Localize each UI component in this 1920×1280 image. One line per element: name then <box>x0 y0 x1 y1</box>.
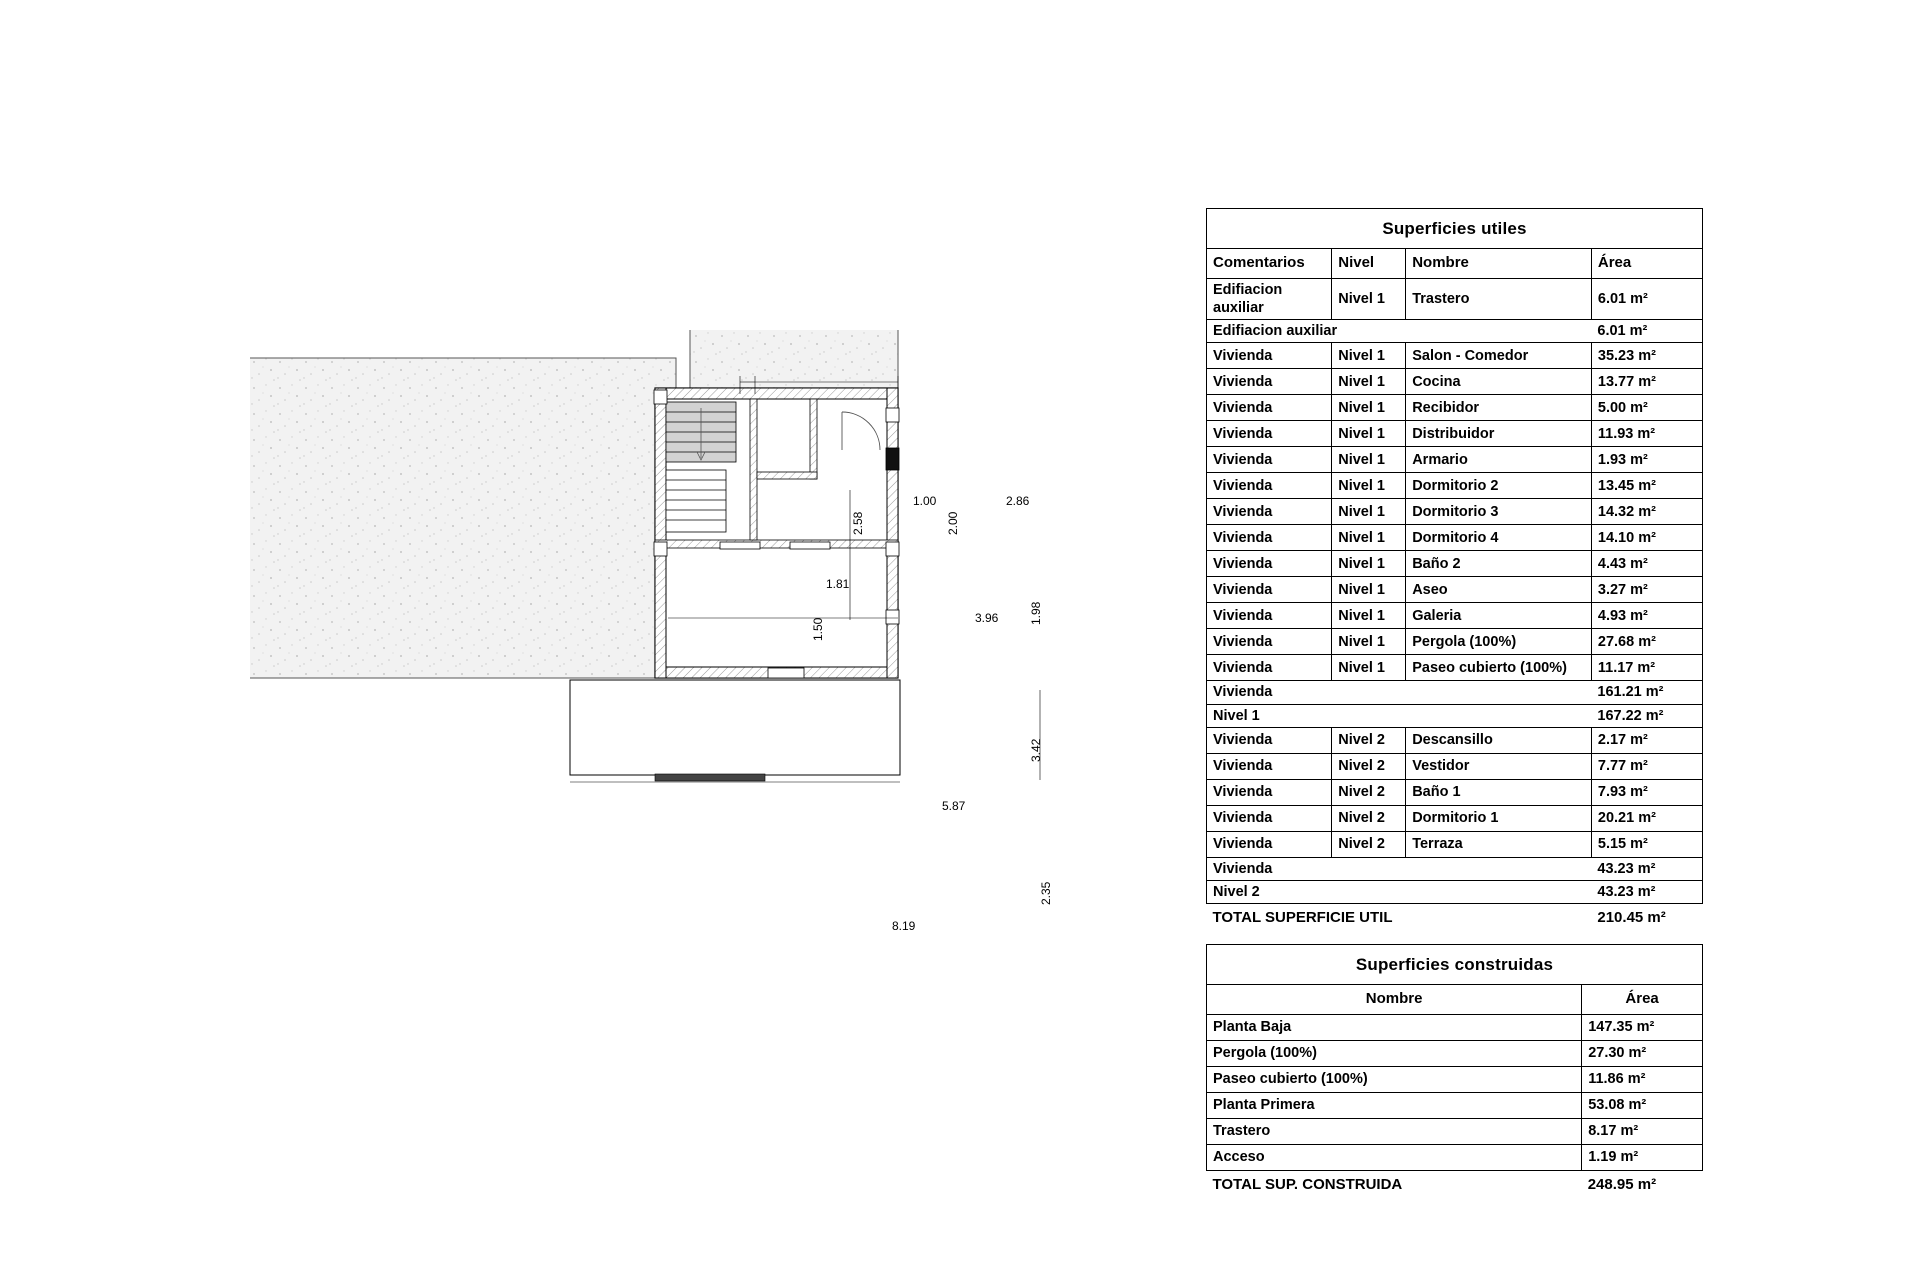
cell-area: 6.01 m² <box>1591 279 1702 320</box>
cell-nombre: Salon - Comedor <box>1406 343 1592 369</box>
grand-total-label: TOTAL SUPERFICIE UTIL <box>1207 903 1592 929</box>
cell-area: 35.23 m² <box>1591 343 1702 369</box>
column-header-area: Área <box>1591 249 1702 279</box>
table-row <box>1207 779 1703 805</box>
table-row <box>1207 421 1703 447</box>
cell-area: 7.77 m² <box>1591 753 1702 779</box>
grand-total-area: 210.45 m² <box>1591 903 1702 929</box>
table-row <box>1207 1119 1703 1145</box>
cell-nivel: Nivel 1 <box>1332 551 1406 577</box>
cell-area: 3.27 m² <box>1591 577 1702 603</box>
subtotal-area: 43.23 m² <box>1591 880 1702 903</box>
table-row <box>1207 395 1703 421</box>
table-subtotal-row <box>1207 681 1703 704</box>
table-row <box>1207 499 1703 525</box>
table-row <box>1207 603 1703 629</box>
column-header-nivel: Nivel <box>1332 249 1406 279</box>
cell-comentarios: Vivienda <box>1207 473 1332 499</box>
table-subtotal-row <box>1207 857 1703 880</box>
cell-nivel: Nivel 1 <box>1332 473 1406 499</box>
cell-area: 11.86 m² <box>1582 1067 1703 1093</box>
cell-nombre: Dormitorio 4 <box>1406 525 1592 551</box>
table-grand-total-row <box>1207 1171 1703 1197</box>
cell-nivel: Nivel 1 <box>1332 655 1406 681</box>
cell-comentarios: Vivienda <box>1207 525 1332 551</box>
cell-nombre: Recibidor <box>1406 395 1592 421</box>
cell-nombre: Acceso <box>1207 1145 1582 1171</box>
cell-nombre: Planta Primera <box>1207 1093 1582 1119</box>
table-subtotal-row <box>1207 320 1703 343</box>
column-header-area: Área <box>1582 985 1703 1015</box>
cell-area: 5.00 m² <box>1591 395 1702 421</box>
subtotal-label: Nivel 2 <box>1207 880 1406 903</box>
table-title: Superficies construidas <box>1207 945 1703 985</box>
cell-nivel: Nivel 2 <box>1332 753 1406 779</box>
table-row <box>1207 1015 1703 1041</box>
cell-area: 2.17 m² <box>1591 727 1702 753</box>
cell-nombre: Paseo cubierto (100%) <box>1406 655 1592 681</box>
cell-nivel: Nivel 2 <box>1332 805 1406 831</box>
cell-nivel: Nivel 1 <box>1332 577 1406 603</box>
table-row <box>1207 655 1703 681</box>
dimension-label: 1.98 <box>1029 601 1043 625</box>
cell-comentarios: Vivienda <box>1207 343 1332 369</box>
table-row <box>1207 551 1703 577</box>
table-row <box>1207 753 1703 779</box>
cell-comentarios: Vivienda <box>1207 421 1332 447</box>
cell-nombre: Vestidor <box>1406 753 1592 779</box>
cell-nombre: Pergola (100%) <box>1207 1041 1582 1067</box>
cell-nivel: Nivel 2 <box>1332 831 1406 857</box>
cell-nivel: Nivel 1 <box>1332 447 1406 473</box>
cell-nivel: Nivel 2 <box>1332 727 1406 753</box>
cell-comentarios: Vivienda <box>1207 577 1332 603</box>
cell-area: 11.93 m² <box>1591 421 1702 447</box>
cell-nombre: Paseo cubierto (100%) <box>1207 1067 1582 1093</box>
cell-nombre: Galeria <box>1406 603 1592 629</box>
subtotal-label: Vivienda <box>1207 857 1406 880</box>
table-row <box>1207 805 1703 831</box>
cell-area: 7.93 m² <box>1591 779 1702 805</box>
subtotal-area: 167.22 m² <box>1591 704 1702 727</box>
cell-comentarios: Vivienda <box>1207 369 1332 395</box>
cell-nombre: Armario <box>1406 447 1592 473</box>
cell-area: 4.93 m² <box>1591 603 1702 629</box>
table-row <box>1207 1041 1703 1067</box>
cell-nombre: Descansillo <box>1406 727 1592 753</box>
cell-nivel: Nivel 1 <box>1332 395 1406 421</box>
table-subtotal-row <box>1207 880 1703 903</box>
floor-plan-svg <box>250 330 1100 970</box>
table-title-row <box>1207 945 1703 985</box>
cell-comentarios: Edifiacion auxiliar <box>1207 279 1332 320</box>
dimension-label: 8.19 <box>892 919 916 933</box>
cell-nombre: Distribuidor <box>1406 421 1592 447</box>
table-row <box>1207 831 1703 857</box>
cell-comentarios: Vivienda <box>1207 805 1332 831</box>
cell-nombre: Dormitorio 2 <box>1406 473 1592 499</box>
cell-comentarios: Vivienda <box>1207 629 1332 655</box>
cell-area: 27.68 m² <box>1591 629 1702 655</box>
superficies-construidas-table <box>1206 944 1703 1197</box>
grand-total-label: TOTAL SUP. CONSTRUIDA <box>1207 1171 1582 1197</box>
cell-comentarios: Vivienda <box>1207 779 1332 805</box>
cell-area: 14.10 m² <box>1591 525 1702 551</box>
cell-nombre: Dormitorio 1 <box>1406 805 1592 831</box>
cell-nivel: Nivel 1 <box>1332 343 1406 369</box>
cell-area: 4.43 m² <box>1591 551 1702 577</box>
cell-area: 147.35 m² <box>1582 1015 1703 1041</box>
cell-nivel: Nivel 1 <box>1332 525 1406 551</box>
dimension-label: 3.42 <box>1029 738 1043 762</box>
cell-nivel: Nivel 1 <box>1332 279 1406 320</box>
cell-nombre: Pergola (100%) <box>1406 629 1592 655</box>
cell-area: 11.17 m² <box>1591 655 1702 681</box>
cell-area: 53.08 m² <box>1582 1093 1703 1119</box>
cell-area: 1.93 m² <box>1591 447 1702 473</box>
subtotal-label: Vivienda <box>1207 681 1406 704</box>
cell-nivel: Nivel 1 <box>1332 421 1406 447</box>
cell-nombre: Terraza <box>1406 831 1592 857</box>
cell-nivel: Nivel 2 <box>1332 779 1406 805</box>
cell-nombre: Aseo <box>1406 577 1592 603</box>
cell-area: 13.77 m² <box>1591 369 1702 395</box>
subtotal-area: 161.21 m² <box>1591 681 1702 704</box>
dimension-label: 2.58 <box>851 511 865 535</box>
subtotal-area: 6.01 m² <box>1591 320 1702 343</box>
table-grand-total-row <box>1207 903 1703 929</box>
cell-area: 8.17 m² <box>1582 1119 1703 1145</box>
cell-nombre: Planta Baja <box>1207 1015 1582 1041</box>
cell-nombre: Baño 2 <box>1406 551 1592 577</box>
table-row <box>1207 447 1703 473</box>
cell-nombre: Trastero <box>1406 279 1592 320</box>
table-row <box>1207 525 1703 551</box>
table-row <box>1207 279 1703 320</box>
cell-area: 1.19 m² <box>1582 1145 1703 1171</box>
dimension-label: 2.86 <box>1006 494 1030 508</box>
cell-nivel: Nivel 1 <box>1332 603 1406 629</box>
cell-nombre: Trastero <box>1207 1119 1582 1145</box>
dimension-label: 5.87 <box>942 799 966 813</box>
cell-area: 5.15 m² <box>1591 831 1702 857</box>
table-row <box>1207 1067 1703 1093</box>
dimension-label: 1.50 <box>811 617 825 641</box>
column-header-comentarios: Comentarios <box>1207 249 1332 279</box>
table-row <box>1207 343 1703 369</box>
column-header-nombre: Nombre <box>1406 249 1592 279</box>
cell-comentarios: Vivienda <box>1207 655 1332 681</box>
table-row <box>1207 369 1703 395</box>
cell-nombre: Dormitorio 3 <box>1406 499 1592 525</box>
cell-comentarios: Vivienda <box>1207 727 1332 753</box>
table-row <box>1207 727 1703 753</box>
cell-nivel: Nivel 1 <box>1332 629 1406 655</box>
table-header-row <box>1207 249 1703 279</box>
table-header-row <box>1207 985 1703 1015</box>
subtotal-label: Edifiacion auxiliar <box>1207 320 1406 343</box>
table-subtotal-row <box>1207 704 1703 727</box>
cell-comentarios: Vivienda <box>1207 447 1332 473</box>
cell-area: 27.30 m² <box>1582 1041 1703 1067</box>
cell-comentarios: Vivienda <box>1207 551 1332 577</box>
cell-comentarios: Vivienda <box>1207 395 1332 421</box>
dimension-label: 1.00 <box>913 494 937 508</box>
table-title-row <box>1207 209 1703 249</box>
cell-area: 13.45 m² <box>1591 473 1702 499</box>
table-row <box>1207 1093 1703 1119</box>
table-title: Superficies utiles <box>1207 209 1703 249</box>
table-row <box>1207 629 1703 655</box>
cell-nombre: Cocina <box>1406 369 1592 395</box>
dimension-label: 1.81 <box>826 577 850 591</box>
floor-plan-drawing <box>250 330 1100 970</box>
table-row <box>1207 577 1703 603</box>
cell-nivel: Nivel 1 <box>1332 499 1406 525</box>
cell-nombre: Baño 1 <box>1406 779 1592 805</box>
table-row <box>1207 473 1703 499</box>
column-header-nombre: Nombre <box>1207 985 1582 1015</box>
superficies-utiles-table <box>1206 208 1703 930</box>
cell-area: 14.32 m² <box>1591 499 1702 525</box>
cell-comentarios: Vivienda <box>1207 603 1332 629</box>
dimension-label: 2.00 <box>946 511 960 535</box>
table-row <box>1207 1145 1703 1171</box>
cell-comentarios: Vivienda <box>1207 499 1332 525</box>
cell-area: 20.21 m² <box>1591 805 1702 831</box>
subtotal-area: 43.23 m² <box>1591 857 1702 880</box>
cell-comentarios: Vivienda <box>1207 831 1332 857</box>
dimension-label: 2.35 <box>1039 881 1053 905</box>
cell-comentarios: Vivienda <box>1207 753 1332 779</box>
dimension-label: 3.96 <box>975 611 999 625</box>
grand-total-area: 248.95 m² <box>1582 1171 1703 1197</box>
subtotal-label: Nivel 1 <box>1207 704 1406 727</box>
cell-nivel: Nivel 1 <box>1332 369 1406 395</box>
